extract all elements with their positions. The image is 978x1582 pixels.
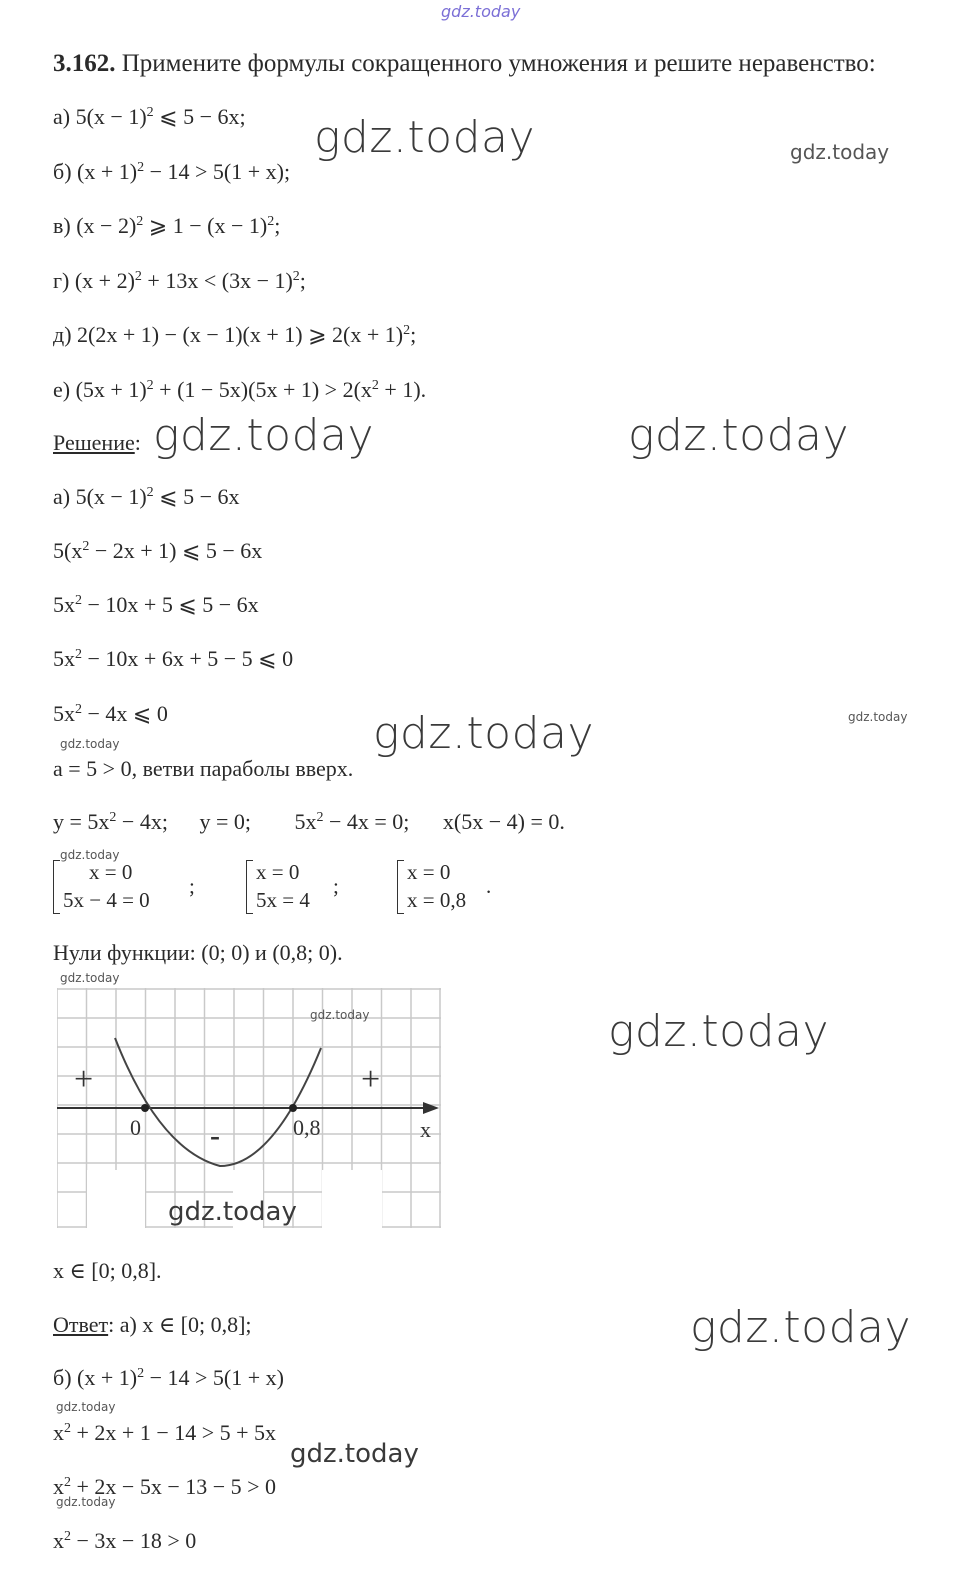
root-point-08 xyxy=(289,1104,297,1112)
watermark: gdz.today xyxy=(56,1495,116,1509)
header-watermark: gdz.today xyxy=(441,2,521,21)
solution-b-line-3: $x^2 + 2x - 5x - 13 - 5 > 0$ xyxy=(53,1474,277,1499)
task-item-g: г) $(x + 2)^2 + 13x < (3x - 1)^2$; xyxy=(53,268,306,293)
solution-heading: Решение: xyxy=(53,430,141,455)
answer-line: Ответ: а) x ∈ [0; 0,8]; xyxy=(53,1312,252,1337)
axis-x-label: x xyxy=(420,1117,431,1142)
plus-left-label: + xyxy=(74,1061,94,1098)
task-item-b: б) $(x + 1)^2 - 14 > 5(1 + x)$; xyxy=(53,159,291,184)
task-item-a: а) $5(x - 1)^2$ ⩽ 5 − 6x; xyxy=(53,104,246,129)
solution-b-line-1: б) $(x + 1)^2 - 14 > 5(1 + x)$ xyxy=(53,1365,284,1390)
x-axis-arrow-icon xyxy=(423,1102,439,1114)
watermark: gdz.today xyxy=(60,971,120,985)
minus-label: - xyxy=(210,1119,220,1152)
system-1: x = 0 5x − 4 = 0 xyxy=(53,858,150,914)
watermark: gdz.today xyxy=(290,1439,419,1469)
watermark: gdz.today xyxy=(373,708,595,759)
watermark: gdz.today xyxy=(628,410,850,461)
problem-statement: Примените формулы сокращенного умножения и решите неравенство: xyxy=(121,50,876,77)
plus-right-label: + xyxy=(361,1061,381,1098)
task-item-d: д) 2(2x + 1) − (x − 1)(x + 1) ⩾ $2(x + 1)^2$; xyxy=(53,322,417,347)
system-1-sep: ; xyxy=(189,874,195,898)
watermark: gdz.today xyxy=(690,1302,912,1353)
bracket-icon xyxy=(397,860,404,914)
watermark: gdz.today xyxy=(790,140,890,164)
solution-b-line-2: $x^2 + 2x + 1 - 14 > 5 + 5x$ xyxy=(53,1420,277,1445)
watermark: gdz.today xyxy=(608,1006,830,1057)
system-3: x = 0 x = 0,8 xyxy=(397,858,466,914)
bracket-icon xyxy=(53,860,60,914)
solution-a-line-3: $5x^2 - 10x + 5$ ⩽ 5 − 6x xyxy=(53,592,259,617)
watermark: gdz.today xyxy=(60,848,120,862)
root-point-zero xyxy=(141,1104,149,1112)
watermark: gdz.today xyxy=(56,1400,116,1414)
problem-title xyxy=(53,50,876,78)
solution-a-line-2: $5(x^2 - 2x + 1)$ ⩽ 5 − 6x xyxy=(53,538,263,563)
watermark: gdz.today xyxy=(168,1197,297,1227)
watermark: gdz.today xyxy=(153,410,375,461)
bracket-icon xyxy=(246,860,253,914)
watermark: gdz.today xyxy=(60,737,120,751)
task-item-e: е) $(5x + 1)^2 + (1 - 5x)(5x + 1) > 2(x^2 + 1)$. xyxy=(53,377,427,402)
parabola-graph xyxy=(57,988,441,1228)
solution-a-line-5: $5x^2 - 4x$ ⩽ 0 xyxy=(53,701,168,726)
watermark: gdz.today xyxy=(848,710,908,724)
system-2: x = 0 5x = 4 xyxy=(246,858,310,914)
solution-a-line-1: а) $5(x - 1)^2$ ⩽ 5 − 6x xyxy=(53,484,240,509)
watermark: gdz.today xyxy=(314,112,536,163)
branches-text: a = 5 > 0, ветви параболы вверх. xyxy=(53,756,354,781)
task-item-v: в) $(x - 2)^2$ ⩾ $1 - (x - 1)^2$; xyxy=(53,213,281,238)
solution-a-line-4: $5x^2 - 10x + 6x + 5 - 5$ ⩽ 0 xyxy=(53,646,294,671)
zero-label: 0 xyxy=(130,1115,141,1140)
watermark: gdz.today xyxy=(310,1008,370,1022)
solution-b-line-4: $x^2 - 3x - 18 > 0$ xyxy=(53,1528,197,1553)
problem-number: 3.162. xyxy=(53,50,116,77)
zeros-text: Нули функции: (0; 0) и (0,8; 0). xyxy=(53,940,343,965)
interval-text: x ∈ [0; 0,8]. xyxy=(53,1258,162,1283)
system-3-sep: . xyxy=(486,874,492,898)
function-line: $y = 5x^2 - 4x$; y = 0; $5x^2 - 4x = 0$; x(5x − 4) = 0. xyxy=(53,809,565,834)
root-label: 0,8 xyxy=(293,1115,321,1140)
system-2-sep: ; xyxy=(333,874,339,898)
